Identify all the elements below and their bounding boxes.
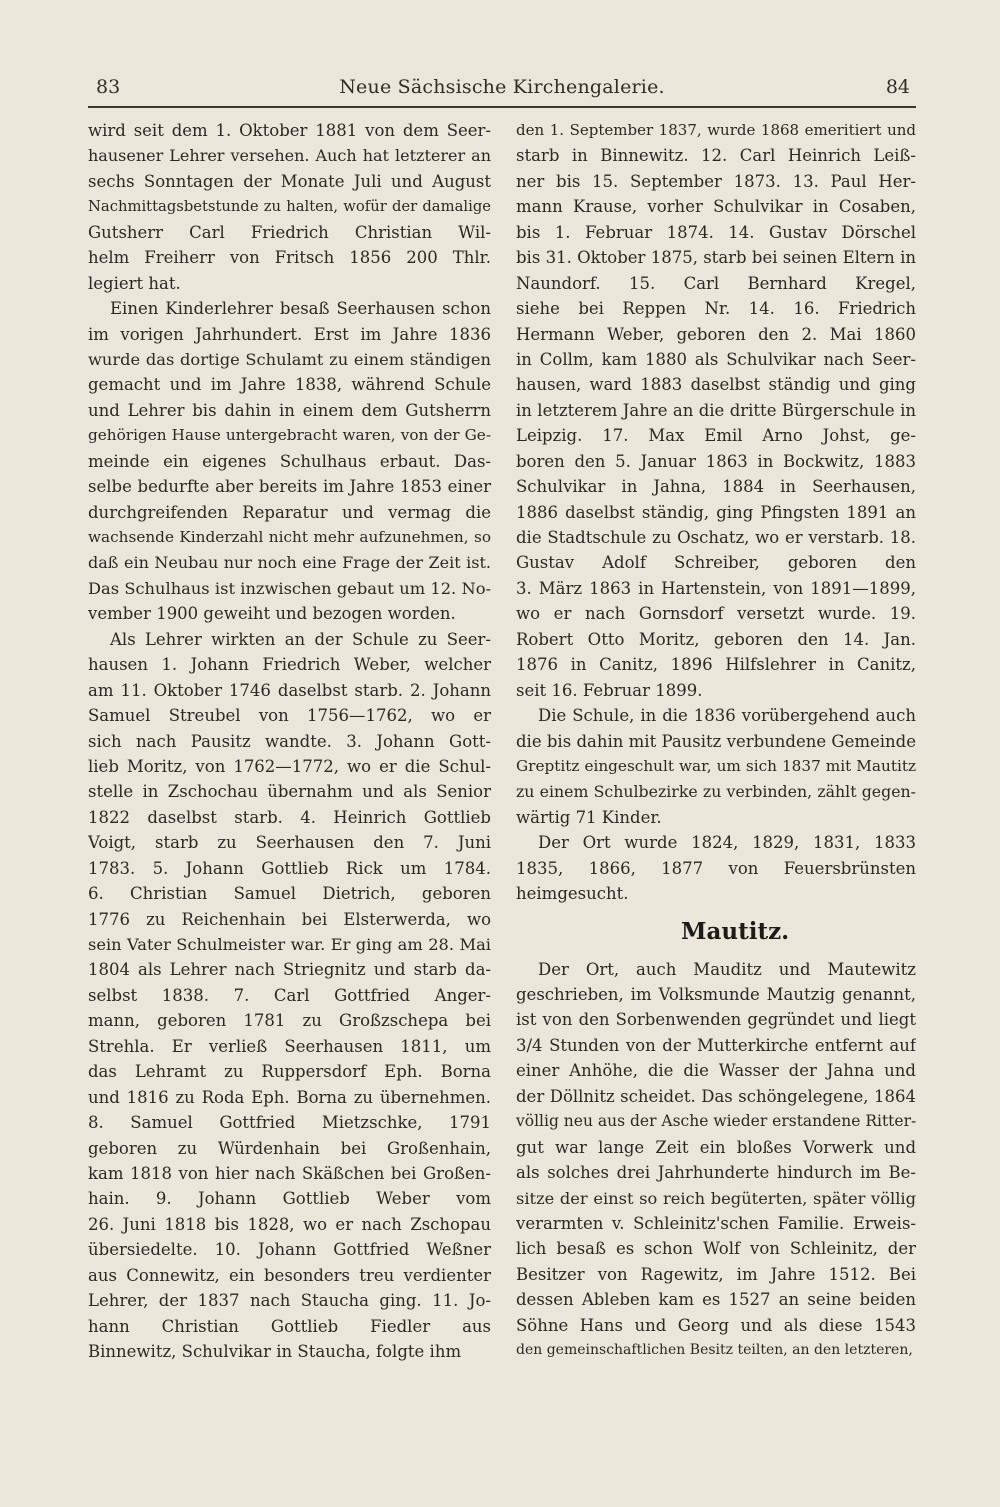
text-line: mann, geboren 1781 zu Großzschepa bei (88, 1011, 491, 1031)
right-column-text-after-heading (516, 957, 916, 1364)
text-line: Der Ort wurde 1824, 1829, 1831, 1833 (538, 833, 916, 853)
page-header (88, 72, 916, 106)
text-line: boren den 5. Januar 1863 in Bockwitz, 1883 (516, 451, 916, 471)
text-line: als solches drei Jahrhunderte hindurch im Be- (516, 1163, 916, 1183)
text-line: lieb Moritz, von 1762—1772, wo er die Schul- (88, 756, 491, 776)
text-line: Gutsherr Carl Friedrich Christian Wil- (88, 222, 491, 242)
text-line: sein Vater Schulmeister war. Er ging am 28. Mai (88, 935, 491, 954)
text-line: lich besaß es schon Wolf von Schleinitz, der (516, 1239, 916, 1259)
text-line: zu einem Schulbezirke zu verbinden, zählt gegen- (516, 782, 916, 802)
right-column-text-before-heading (516, 118, 916, 907)
text-line: Als Lehrer wirkten an der Schule zu Seer- (110, 629, 491, 649)
text-line: Greptitz eingeschult war, um sich 1837 mit Mautitz (516, 756, 916, 775)
text-line: gut war lange Zeit ein bloßes Vorwerk und (516, 1137, 916, 1157)
text-line: 1876 in Canitz, 1896 Hilfslehrer in Canitz, (516, 655, 916, 675)
text-line: 1886 daselbst ständig, ging Pfingsten 1891 an (516, 502, 916, 522)
text-line: 26. Juni 1818 bis 1828, wo er nach Zschopau (88, 1214, 491, 1234)
text-line: die Stadtschule zu Oschatz, wo er verstarb. 18. (516, 528, 916, 547)
text-line: bis 1. Februar 1874. 14. Gustav Dörschel (516, 222, 916, 242)
text-line: 1822 daselbst starb. 4. Heinrich Gottlieb (88, 807, 491, 827)
text-line: selbe bedurfte aber bereits im Jahre 1853 einer (88, 477, 491, 497)
text-line: den gemeinschaftlichen Besitz teilten, an den letzteren, (516, 1342, 913, 1359)
text-line: einer Anhöhe, die die Wasser der Jahna und (516, 1061, 916, 1081)
text-line: hain. 9. Johann Gottlieb Weber vom (88, 1189, 491, 1209)
page-number-left: 83 (96, 76, 121, 98)
text-line: legiert hat. (88, 273, 181, 293)
text-line: Die Schule, in die 1836 vorübergehend auch (538, 706, 916, 726)
text-line: daß ein Neubau nur noch eine Frage der Zeit ist. (88, 553, 491, 573)
text-line: 1783. 5. Johann Gottlieb Rick um 1784. (88, 858, 491, 878)
text-line: stelle in Zschochau übernahm und als Senior (88, 782, 491, 802)
text-line: mann Krause, vorher Schulvikar in Cosaben, (516, 197, 916, 217)
text-line: helm Freiherr von Fritsch 1856 200 Thlr. (88, 248, 491, 268)
text-line: siehe bei Reppen Nr. 14. 16. Friedrich (516, 299, 916, 319)
text-line: wachsende Kinderzahl nicht mehr aufzunehmen, so (88, 528, 491, 546)
text-line: und 1816 zu Roda Eph. Borna zu übernehmen. (88, 1087, 491, 1107)
text-line: kam 1818 von hier nach Skäßchen bei Großen- (88, 1163, 491, 1183)
text-line: Hermann Weber, geboren den 2. Mai 1860 (516, 324, 916, 344)
text-line: selbst 1838. 7. Carl Gottfried Anger- (88, 985, 491, 1005)
text-line: 3/4 Stunden von der Mutterkirche entfernt auf (516, 1035, 916, 1055)
header-rule (88, 106, 916, 108)
section-heading: Mautitz. (681, 917, 790, 945)
page-number-right: 84 (885, 76, 910, 98)
text-line: Nachmittagsbetstunde zu halten, wofür der damalige (88, 198, 491, 216)
text-line: gehörigen Hause untergebracht waren, von der Ge- (88, 426, 491, 445)
text-line: hausen, ward 1883 daselbst ständig und ging (516, 375, 916, 395)
text-line: gemacht und im Jahre 1838, während Schule (88, 375, 491, 395)
text-line: am 11. Oktober 1746 daselbst starb. 2. Johann (88, 680, 491, 700)
text-line: meinde ein eigenes Schulhaus erbaut. Das- (88, 451, 491, 471)
text-line: hann Christian Gottlieb Fiedler aus (88, 1316, 491, 1336)
text-line: Lehrer, der 1837 nach Staucha ging. 11. Jo- (88, 1291, 491, 1311)
text-line: 3. März 1863 in Hartenstein, von 1891—1899, (516, 578, 916, 598)
text-line: in letzterem Jahre an die dritte Bürgerschule in (516, 400, 916, 420)
text-line: Naundorf. 15. Carl Bernhard Kregel, (516, 273, 916, 293)
text-line: völlig neu aus der Asche wieder erstandene Ritter- (516, 1112, 916, 1131)
right-column (516, 118, 916, 1364)
text-line: vember 1900 geweiht und bezogen worden. (88, 604, 456, 624)
text-line: geschrieben, im Volksmunde Mautzig genannt, (516, 985, 916, 1004)
text-line: wärtig 71 Kinder. (516, 807, 662, 827)
text-line: Das Schulhaus ist inzwischen gebaut um 12. No- (88, 578, 491, 598)
text-line: Der Ort, auch Mauditz und Mautewitz (538, 959, 916, 979)
text-line: wird seit dem 1. Oktober 1881 von dem Seer- (88, 121, 491, 140)
running-title: Neue Sächsische Kirchengalerie. (339, 76, 665, 98)
text-line: Leipzig. 17. Max Emil Arno Johst, ge- (516, 426, 916, 446)
text-line: 1835, 1866, 1877 von Feuersbrünsten (516, 858, 916, 878)
text-line: sich nach Pausitz wandte. 3. Johann Gott- (88, 731, 491, 751)
text-line: verarmten v. Schleinitz'schen Familie. Erweis- (516, 1213, 916, 1233)
text-line: seit 16. Februar 1899. (516, 680, 703, 700)
text-line: aus Connewitz, ein besonders treu verdienter (88, 1265, 491, 1285)
text-line: Söhne Hans und Georg und als diese 1543 (516, 1315, 916, 1335)
text-line: Strehla. Er verließ Seerhausen 1811, um (88, 1036, 491, 1056)
text-line: heimgesucht. (516, 884, 629, 904)
text-line: sitze der einst so reich begüterten, später völlig (516, 1188, 916, 1208)
text-line: der Döllnitz scheidet. Das schöngelegene, 1864 (516, 1086, 916, 1106)
text-line: das Lehramt zu Ruppersdorf Eph. Borna (88, 1062, 491, 1082)
text-line: hausen 1. Johann Friedrich Weber, welcher (88, 655, 491, 675)
text-line: Besitzer von Ragewitz, im Jahre 1512. Bei (516, 1264, 916, 1284)
text-line: Binnewitz, Schulvikar in Staucha, folgte ihm (88, 1342, 462, 1361)
text-line: 6. Christian Samuel Dietrich, geboren (88, 884, 491, 904)
text-line: im vorigen Jahrhundert. Erst im Jahre 1836 (88, 324, 491, 344)
text-line: geboren zu Würdenhain bei Großenhain, (88, 1138, 491, 1158)
text-line: ist von den Sorbenwenden gegründet und liegt (516, 1010, 916, 1030)
text-line: wurde das dortige Schulamt zu einem ständigen (88, 349, 491, 369)
text-line: Schulvikar in Jahna, 1884 in Seerhausen, (516, 477, 916, 497)
text-line: den 1. September 1837, wurde 1868 emeritiert und (516, 121, 916, 139)
text-line: hausener Lehrer versehen. Auch hat letzterer an (88, 146, 491, 166)
text-line: Einen Kinderlehrer besaß Seerhausen schon (110, 299, 491, 319)
text-line: Samuel Streubel von 1756—1762, wo er (88, 706, 491, 726)
text-line: bis 31. Oktober 1875, starb bei seinen Eltern in (516, 248, 916, 268)
text-line: 8. Samuel Gottfried Mietzschke, 1791 (88, 1113, 491, 1133)
text-line: 1804 als Lehrer nach Striegnitz und starb da- (88, 960, 491, 980)
text-line: die bis dahin mit Pausitz verbundene Gemeinde (516, 731, 916, 751)
text-line: ner bis 15. September 1873. 13. Paul Her- (516, 171, 916, 191)
text-line: durchgreifenden Reparatur und vermag die (88, 502, 491, 522)
text-line: Voigt, starb zu Seerhausen den 7. Juni (88, 833, 491, 853)
text-line: dessen Ableben kam es 1527 an seine beiden (516, 1290, 916, 1310)
text-line: 1776 zu Reichenhain bei Elsterwerda, wo (88, 909, 491, 929)
left-column (88, 118, 491, 1364)
text-line: sechs Sonntagen der Monate Juli und August (88, 171, 491, 191)
text-line: starb in Binnewitz. 12. Carl Heinrich Leiß- (516, 146, 916, 166)
text-line: in Collm, kam 1880 als Schulvikar nach Seer- (516, 349, 916, 369)
text-line: wo er nach Gornsdorf versetzt wurde. 19. (516, 604, 916, 624)
text-line: und Lehrer bis dahin in einem dem Gutsherrn (88, 400, 491, 420)
text-line: übersiedelte. 10. Johann Gottfried Weßner (88, 1240, 491, 1260)
text-line: Robert Otto Moritz, geboren den 14. Jan. (516, 629, 916, 649)
text-line: Gustav Adolf Schreiber, geboren den (516, 553, 916, 573)
